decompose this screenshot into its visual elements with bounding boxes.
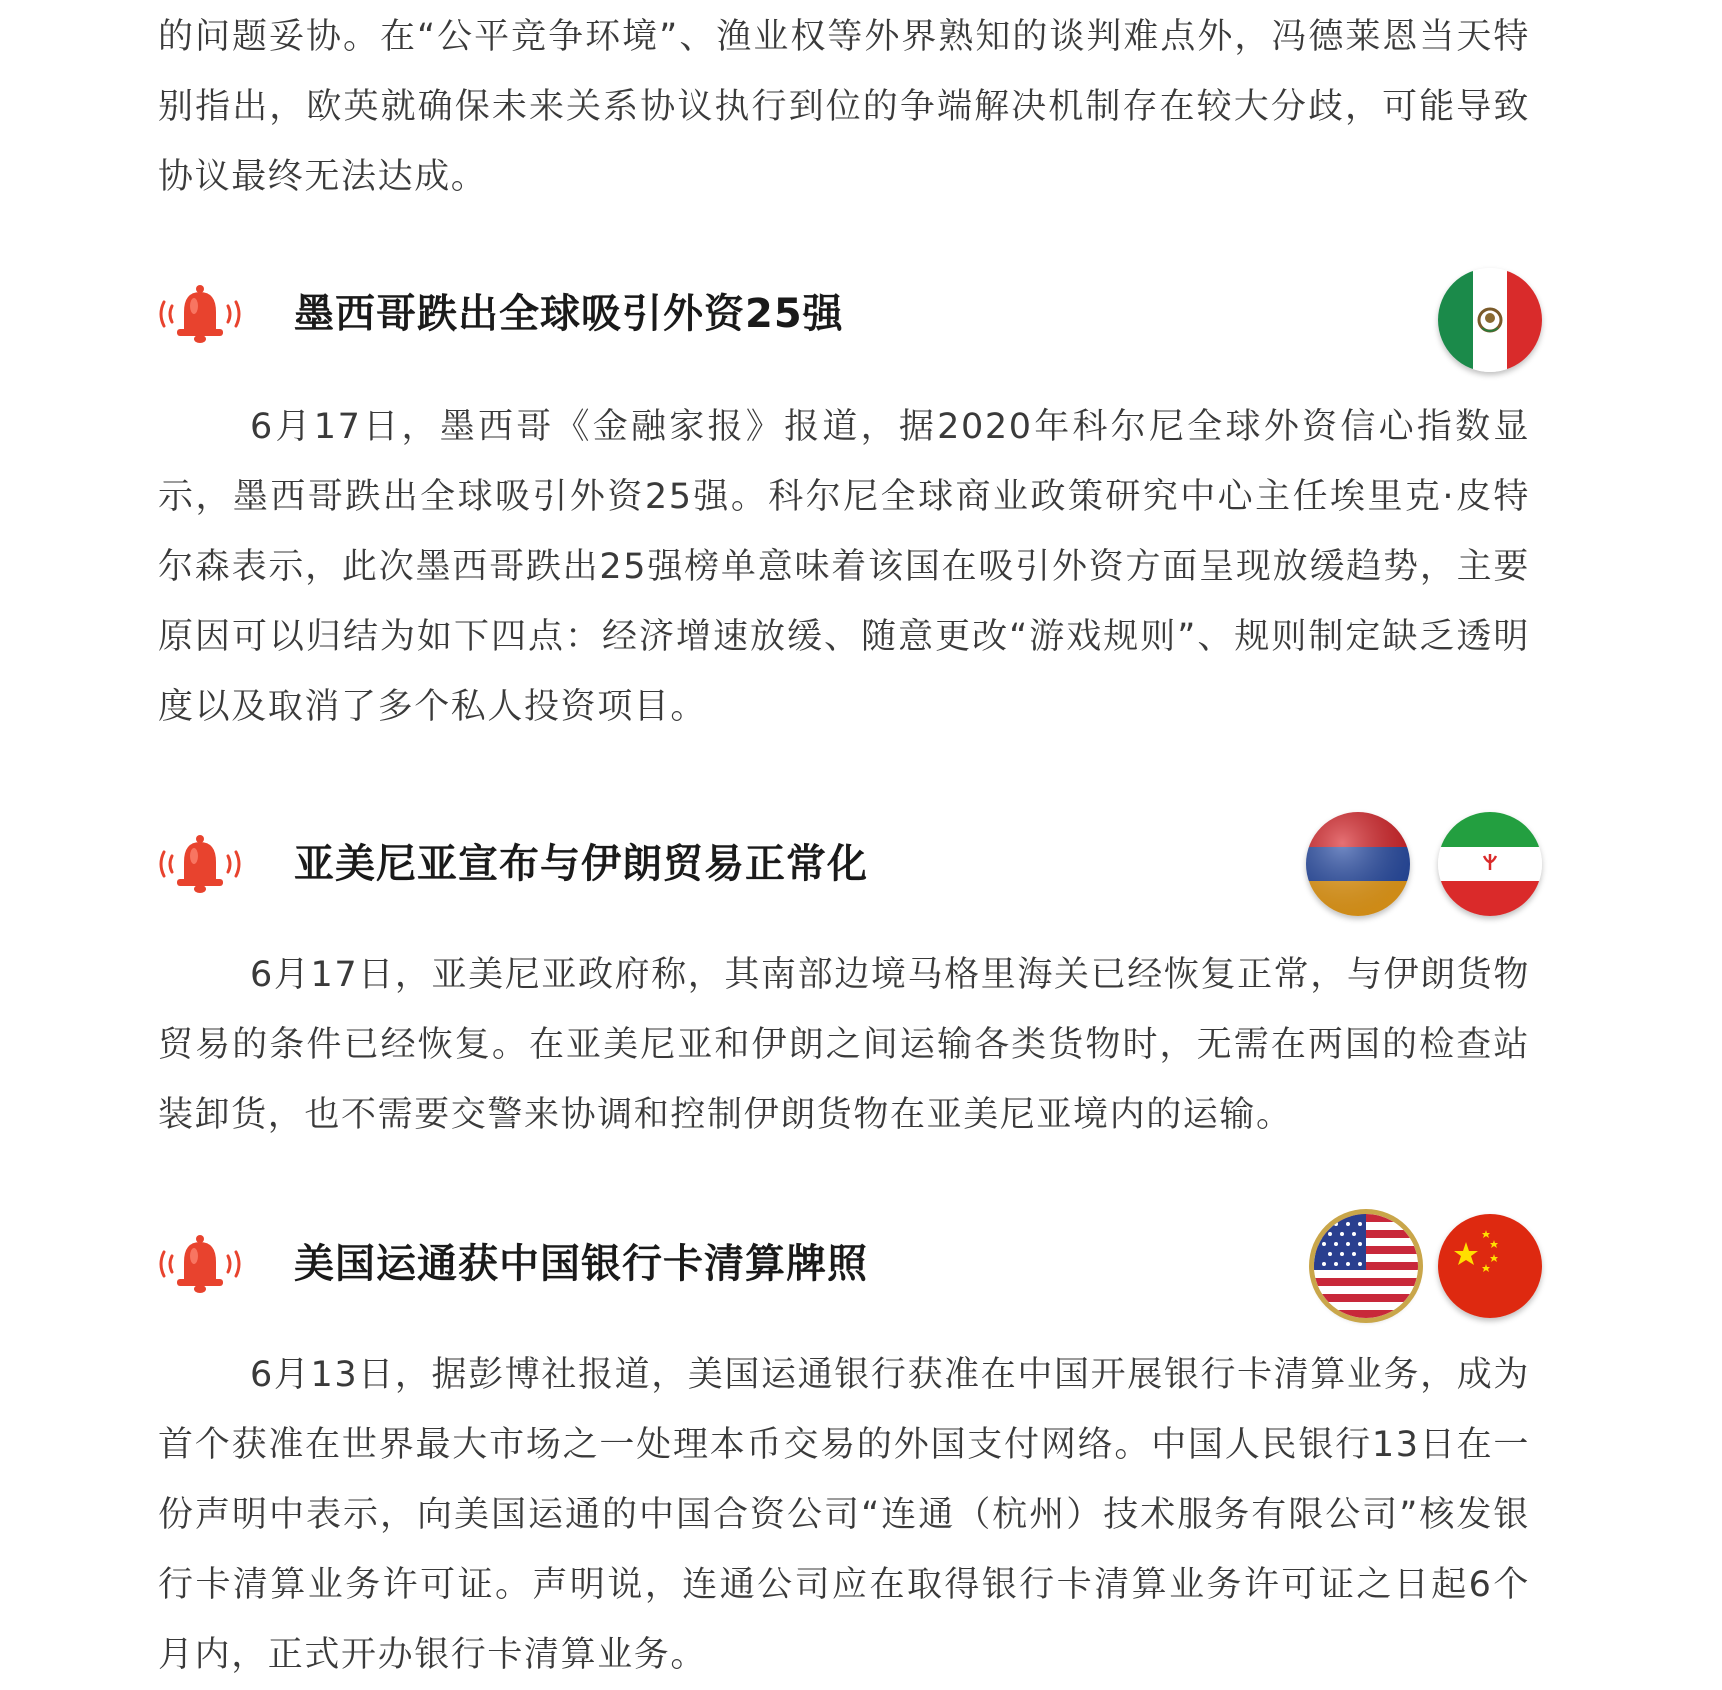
bell-alert-icon: [150, 280, 250, 350]
headline-title: 美国运通获中国银行卡清算牌照: [294, 1241, 868, 1287]
china-flag-icon: [1438, 1214, 1542, 1318]
armenia-flag-icon: [1306, 812, 1410, 916]
headline-title: 墨西哥跌出全球吸引外资25强: [294, 291, 844, 337]
headline-title: 亚美尼亚宣布与伊朗贸易正常化: [294, 841, 868, 887]
bell-alert-icon: [150, 830, 250, 900]
section-body: 6月17日，墨西哥《金融家报》报道，据2020年科尔尼全球外资信心指数显示，墨西哥跌出全球吸引外资25强。科尔尼全球商业政策研究中心主任埃里克·皮特尔森表示，此次墨西哥跌出25强榜单意味着该国在吸引外资方面呈现放缓趋势，主要原因可以归结为如下四点：经济增速放缓、随意更改“游戏规则”、规则制定缺乏透明度以及取消了多个私人投资项目。: [158, 407, 1530, 727]
section-body: 6月13日，据彭博社报道，美国运通银行获准在中国开展银行卡清算业务，成为首个获准在世界最大市场之一处理本币交易的外国支付网络。中国人民银行13日在一份声明中表示，向美国运通的中国合资公司“连通（杭州）技术服务有限公司”核发银行卡清算业务许可证。声明说，连通公司应在取得银行卡清算业务许可证之日起6个月内，正式开办银行卡清算业务。: [158, 1355, 1530, 1675]
section-body: 6月17日，亚美尼亚政府称，其南部边境马格里海关已经恢复正常，与伊朗货物贸易的条件已经恢复。在亚美尼亚和伊朗之间运输各类货物时，无需在两国的检查站装卸货，也不需要交警来协调和控制伊朗货物在亚美尼亚境内的运输。: [158, 955, 1530, 1135]
mexico-flag-icon: [1438, 268, 1542, 372]
headline-amex-china: [150, 1212, 1550, 1322]
usa-flag-icon: [1314, 1214, 1418, 1318]
bell-alert-icon: [150, 1230, 250, 1300]
headline-armenia-iran: [150, 812, 1550, 922]
intro-paragraph: 的问题妥协。在“公平竞争环境”、渔业权等外界熟知的谈判难点外，冯德莱恩当天特别指出，欧英就确保未来关系协议执行到位的争端解决机制存在较大分歧，可能导致协议最终无法达成。: [158, 17, 1530, 197]
headline-mexico: [150, 262, 1550, 372]
iran-flag-icon: [1438, 812, 1542, 916]
